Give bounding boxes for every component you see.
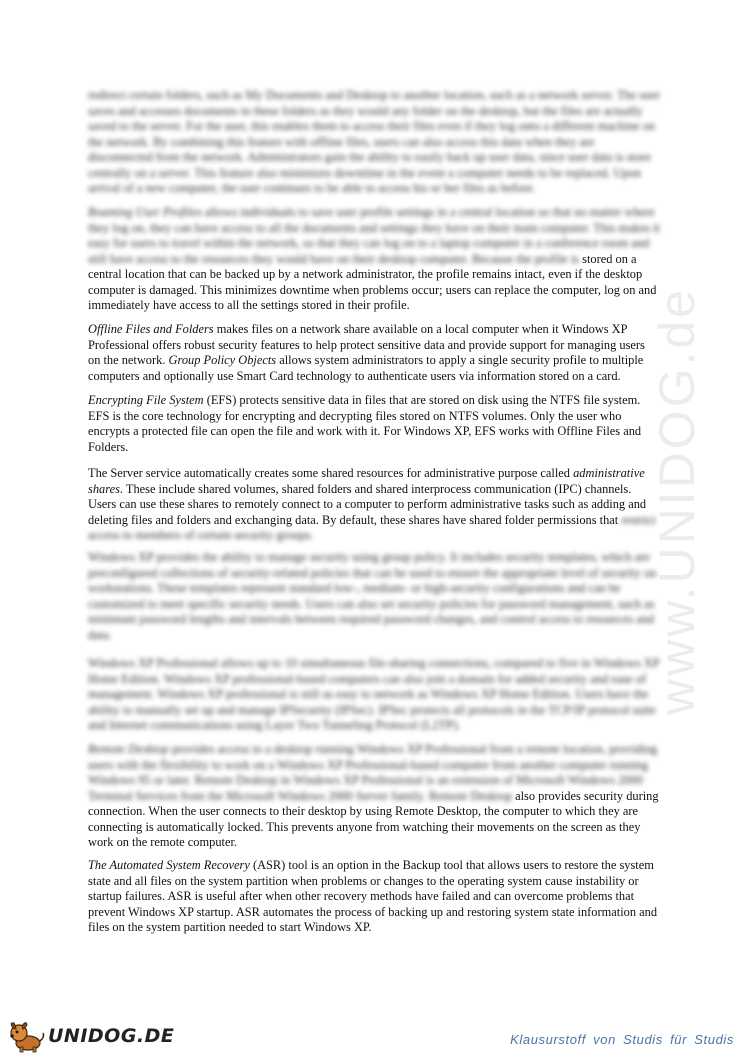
paragraph-text: provides access to a desktop running Windows XP Professional from a remote location, providing users with the flexibility to work on a Windows XP Professional-based computer from another computer running Windows 95 or later. Remote Desktop in Windows XP Professional is an extension of Microsoft Windows 2000 Terminal Services from the Microsoft Windows 2000 Server family. Remote Desktop (88, 742, 658, 803)
logo-text: UNIDOG.DE (48, 1025, 175, 1047)
term-administrative-shares: administrative shares (88, 466, 645, 496)
paragraph-efs (88, 393, 660, 455)
paragraph-blurred-part: restrict access to members of certain security groups. (88, 512, 656, 542)
term-automated-system-recovery: The Automated System Recovery (88, 858, 250, 872)
paragraph-line: computer to which they are connecting is automatically locked. This prevents anyone from watching their (88, 804, 638, 834)
paragraph-blurred-part (88, 205, 660, 266)
paragraph-text: The Server service automatically creates some shared resources for administrative purpose called (88, 466, 574, 480)
paragraph-offline-files (88, 322, 660, 384)
paragraph-text: (EFS) protects sensitive data in files that are stored on disk using the NTFS file system. EFS is the core technology for encrypting and decrypting files stored on NTFS volumes. Only the user who encrypts a protected file can open the file and work with it. For Windows XP, EFS works with Offline Files and Folders. (88, 393, 642, 454)
paragraph-line: computer, log on and immediately have access to all the settings stored in their profile. (88, 282, 657, 312)
paragraph-line: movements on the screen as they work on the remote computer. (88, 819, 641, 849)
paragraph-remote-desktop (88, 742, 660, 851)
paragraph-text: allows system administrators to apply a single security profile to multiple computers and optionally use Smart Card technology to authenticate users via information stored on a card. (88, 353, 644, 383)
term-remote-desktop: Remote Desktop (88, 742, 169, 756)
watermark: www.UNIDOG.de (649, 287, 705, 715)
paragraph-asr (88, 858, 660, 936)
paragraph-text: redirect certain folders, such as My Documents and Desktop to another location, such as a network server. The user saves and accesses documents in these folders as they would any folder on the desktop, but the files are actually saved to the server. For the user, this enables them to access their files even if they log onto a different machine on the network. By combining this feature with offline files, users can also access this data when they are disconnected from the network. Administrators gain the ability to easily back up user data, since user data is store centrally on a server. This feature also minimizes downtime in the event a computer needs to be replaced. Upon arrival of a new computer, the user continues to be able to access his or her files as before. (88, 88, 660, 195)
footer-tagline: Klausurstoff von Studis für Studis (510, 1032, 734, 1047)
paragraph-administrative-shares (88, 466, 660, 544)
paragraph-text: makes files on a network share available on a local computer when it Windows XP Professional offers robust security features to help protect sensitive data and provide support for managing users on the network. (88, 322, 645, 367)
term-group-policy-objects: Group Policy Objects (168, 353, 277, 367)
term-encrypting-file-system: Encrypting File System (88, 393, 204, 407)
paragraph-folder-redirection (88, 88, 660, 197)
paragraph-group-policy (88, 550, 660, 643)
paragraph-text: (ASR) tool is an option in the Backup tool that allows users to restore the system state and all files on the system partition when problems or changes to the operating system cause instability or startup failures. ASR is useful after when other recovery methods have failed and can overcome problems that prevent Windows XP startup. ASR automates the process of backing up and restoring system state information and files on the system partition needed to start Windows XP. (88, 858, 658, 934)
paragraph-line: also provides security during connection. When the user connects to their desktop by using Remote Desktop, the (88, 788, 659, 818)
paragraph-file-sharing (88, 656, 660, 734)
paragraph-text: Windows XP provides the ability to manage security using group policy. It includes security templates, which are preconfigured collections of security-related policies that can be used to ensure the appropriate level of security on workstations. These templates represent standard low-, medium- or high-security configurations and can be customized to meet specific security needs. Users can also set security policies for password management, such as minimum password lengths and intervals between required password changes, and control access to resources and data. (88, 550, 657, 642)
paragraph-line: stored on a central location that can be backed up by a network administrator, the profile remains intact, even if (88, 251, 637, 281)
term-offline-files: Offline Files and Folders (88, 322, 214, 336)
paragraph-text: . These include shared volumes, shared folders and shared interprocess communication (IPC) channels. Users can use these shares to remotely connect to a computer to perform administrative tasks such as adding and deleting files and folders and exchanging data. By default, these shares have shared folder permissions that (88, 481, 647, 527)
paragraph-text: Windows XP Professional allows up to 10 simultaneous file-sharing connections, compared to five in Windows XP Home Edition. Windows XP professional-based computers can also join a domain for added security and ease of management. Windows XP professional is still as easy to network as Windows XP Home Edition. Users have the ability to manually set up and manage IPSecurity (IPSec). IPSec protects all protocols in the TCP/IP protocol suite and Internet communications using Layer Two Tunneling Protocol (L2TP). (88, 656, 660, 732)
paragraph-line: the desktop computer is damaged. This minimizes downtime when problems occur; users can replace the (88, 267, 643, 297)
dog-mascot-icon (6, 1019, 46, 1053)
unidog-logo[interactable] (6, 1018, 175, 1054)
paragraph-roaming-profiles (88, 205, 660, 314)
term-roaming-user-profiles: Roaming User Profiles (88, 205, 202, 219)
paragraph-text: allows individuals to save user profile settings in a central location so that no matter where they log on, they can have access to all the documents and settings they have on their main computer. This makes it easy for users to travel within the network, so that they can log on to a laptop computer in a conference room and still have access to the resources they would have on their desktop computer. Because the profile is (88, 205, 661, 266)
